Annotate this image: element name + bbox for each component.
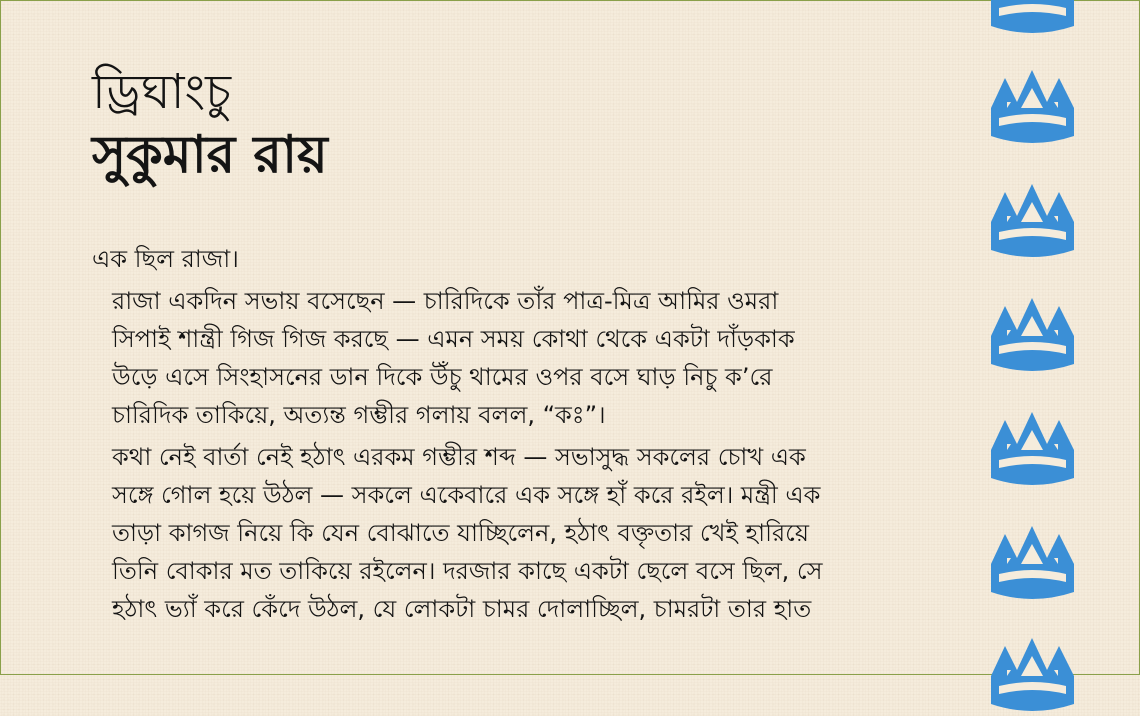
paragraph-line: এক ছিল রাজা। <box>92 245 239 273</box>
paragraph-line: চারিদিক তাকিয়ে, অত্যন্ত গম্ভীর গলায় বলল, “কঃ”। <box>112 401 606 429</box>
crown-icon <box>985 68 1080 148</box>
paragraph-1 <box>92 240 912 278</box>
paragraph-line: হঠাৎ ভ্যাঁ করে কেঁদে উঠল, যে লোকটা চামর দোলাচ্ছিল, চামরটা তার হাত <box>112 595 812 623</box>
crown-icon <box>985 410 1080 490</box>
paragraph-line: রাজা একদিন সভায় বসেছেন — চারিদিকে তাঁর পাত্র-মিত্র আমির ওমরা <box>112 287 779 315</box>
crown-icon <box>985 0 1080 38</box>
paragraph-line: তিনি বোকার মত তাকিয়ে রইলেন। দরজার কাছে একটা ছেলে বসে ছিল, সে <box>112 557 823 585</box>
paragraph-line: তাড়া কাগজ নিয়ে কি যেন বোঝাতে যাচ্ছিলেন, হঠাৎ বক্তৃতার খেই হারিয়ে <box>112 519 809 547</box>
crown-decoration-column <box>985 0 1080 675</box>
story-title: ড্রিঘাংচু <box>92 64 232 120</box>
crown-icon <box>985 296 1080 376</box>
paragraph-line: কথা নেই বার্তা নেই হঠাৎ এরকম গম্ভীর শব্দ — সভাসুদ্ধ সকলের চোখ এক <box>112 443 806 471</box>
paragraph-line: সঙ্গে গোল হয়ে উঠল — সকলে একেবারে এক সঙ্গে হাঁ করে রইল। মন্ত্রী এক <box>112 481 821 509</box>
crown-icon <box>985 524 1080 604</box>
story-author: সুকুমার রায় <box>92 125 328 185</box>
crown-icon <box>985 182 1080 262</box>
story-content <box>92 62 912 632</box>
paragraph-3 <box>92 438 912 628</box>
paragraph-line: উড়ে এসে সিংহাসনের ডান দিকে উঁচু থামের ওপর বসে ঘাড় নিচু ক’রে <box>112 363 773 391</box>
paragraph-2 <box>92 282 912 434</box>
crown-icon <box>985 636 1080 716</box>
paragraph-line: সিপাই শান্ত্রী গিজ গিজ করছে — এমন সময় কোথা থেকে একটা দাঁড়কাক <box>112 325 795 353</box>
